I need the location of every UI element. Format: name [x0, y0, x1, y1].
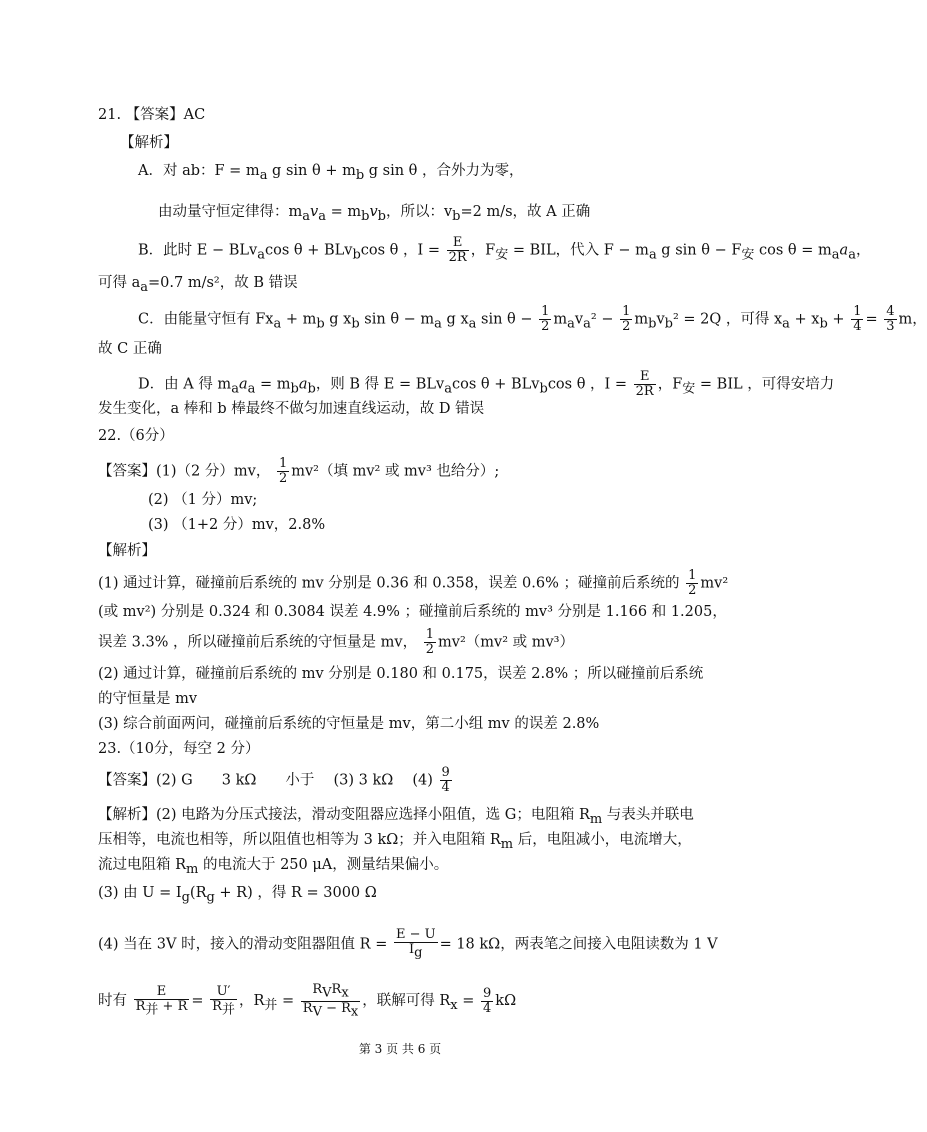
q22-analysis-p3: 误差 3.3% ，所以碰撞前后系统的守恒量是 mv， $\frac{1}{2}$ mv²（mv² 或 mv³）	[98, 627, 574, 657]
q23-header: 23.（10分，每空 2 分）	[98, 741, 260, 757]
q21-option-d-line2: 发生变化，a 棒和 b 棒最终不做匀加速直线运动，故 D 错误	[98, 401, 485, 417]
fraction-half-b: $\frac{1}{2}$	[622, 304, 631, 334]
fraction-u-prime-over-rbing: $\frac{U'}{R_并}$	[212, 983, 235, 1018]
q23-analysis-5: (4) 当在 3V 时，接入的滑动变阻器阻值 R = $\frac{E - U}{I_g}$ = 18 kΩ，两表笔之间接入电阻读数为 1 V	[98, 927, 718, 961]
fraction-half-ans: $\frac{1}{2}$	[278, 456, 288, 486]
fraction-e-minus-u-over-ig: $\frac{E - U}{I_g}$	[395, 927, 436, 961]
q21-option-b-line2: 可得 $a_a=0.7$ m/s²，故 B 错误	[98, 275, 298, 295]
q23-analysis-6: 时有 $\frac{E}{R_并 + R}$ = $\frac{U'}{R_并}$ ，$R_并$ = $\frac{R_VR_x}{R_V - R_x}$ ，联解可得 $R_x$ = $\frac{9}{4}$ kΩ	[98, 982, 517, 1020]
fraction-rx-nine-quarters: $\frac{9}{4}$	[483, 985, 492, 1016]
q22-analysis-p6: (3) 综合前面两问，碰撞前后系统的守恒量是 mv，第二小组 mv 的误差 2.8%	[98, 716, 600, 732]
q21-option-a-line1: A．对 ab：$F = m_a$ g $\sin \theta + m_b$ g sin θ ，合外力为零，	[138, 163, 524, 183]
fraction-half-p3: $\frac{1}{2}$	[425, 627, 434, 657]
q21-analysis-label: 【解析】	[120, 135, 178, 151]
q21-option-d-line1: D．由 A 得 $m_aa_a = m_ba_b$，则 B 得 E = BLv$_a$cos θ + BLv$_b$cos θ ，I = $\frac{E}{2R}$ ，$F_安$ = BIL ，可得安培力	[138, 369, 835, 399]
fraction-nine-quarters: $\frac{9}{4}$	[441, 765, 450, 795]
fraction-four-thirds: $\frac{4}{3}$	[886, 304, 895, 334]
q21-header: 21. 【答案】AC	[98, 107, 206, 123]
fraction-half-p1: $\frac{1}{2}$	[688, 568, 697, 598]
q23-analysis-4: (3) 由 $U = I_g(R_g + R)$ ，得 R = 3000 Ω	[98, 885, 377, 905]
fraction-e-over-rbing-plus-r: $\frac{E}{R_并 + R}$	[135, 983, 188, 1018]
q22-answer-1: 【答案】(1)（2 分）mv， $\frac{1}{2}$ mv²（填 mv² 或 mv³ 也给分）;	[98, 456, 500, 486]
fraction-e-over-2r: $\frac{E}{2R}$	[448, 235, 467, 265]
q23-analysis-1: 【解析】(2) 电路为分压式接法，滑动变阻器应选择小阻值，选 G；电阻箱 $R_m$ 与表头并联电	[98, 807, 694, 827]
q22-answer-3: (3) （1+2 分）mv，2.8%	[148, 517, 326, 533]
fraction-one-quarter: $\frac{1}{4}$	[853, 304, 862, 334]
q22-analysis-p5: 的守恒量是 mv	[98, 691, 198, 707]
q23-answer: 【答案】(2) G 3 kΩ 小于 (3) 3 kΩ (4) $\frac{9}{4}$	[98, 765, 450, 795]
q23-analysis-2: 压相等，电流也相等，所以阻值也相等为 3 kΩ；并入电阻箱 $R_m$ 后，电阻减小，电流增大，	[98, 832, 692, 852]
q22-analysis-p4: (2) 通过计算，碰撞前后系统的 mv 分别是 0.180 和 0.175，误差 2.8% ；所以碰撞前后系统	[98, 666, 704, 682]
q21-option-a-line2: 由动量守恒定律得：$m_av_a = m_bv_b$，所以：$v_b=2$ m/s，故 A 正确	[158, 204, 591, 224]
q22-analysis-p1: (1) 通过计算，碰撞前后系统的 mv 分别是 0.36 和 0.358，误差 0.6% ；碰撞前后系统的 $\frac{1}{2}$ mv²	[98, 568, 729, 598]
fraction-parallel-resistance: $\frac{R_VR_x}{R_V - R_x}$	[302, 982, 359, 1020]
page-footer: 第 3 页 共 6 页	[358, 1042, 442, 1056]
fraction-half-a: $\frac{1}{2}$	[541, 304, 550, 334]
q21-option-c-line1: C．由能量守恒有 $Fx_a + m_b$ g $x_b$ $\sin \theta - m_a$ g $x_a$ sin θ − $\frac{1}{2}$ $m_av_a^2$ − $\frac{1}{2}$ $m_bv_b^2 = 2Q$ ，可得 $x_a + x_b$ + $\frac{1}{4}$ = $\frac{4}{3}$ m，	[138, 304, 927, 334]
q22-analysis-p2: (或 mv²) 分别是 0.324 和 0.3084 误差 4.9% ；碰撞前后系统的 mv³ 分别是 1.166 和 1.205，	[98, 604, 727, 620]
q21-option-c-line2: 故 C 正确	[98, 341, 162, 357]
q22-analysis-label: 【解析】	[98, 543, 156, 559]
q22-answer-2: (2) （1 分）mv;	[148, 492, 258, 508]
fraction-e-over-2r-d: $\frac{E}{2R}$	[635, 369, 654, 399]
q23-analysis-3: 流过电阻箱 $R_m$ 的电流大于 250 μA，测量结果偏小。	[98, 857, 449, 877]
q21-option-b-line1: B．此时 E − BLv$_a$cos θ + BLv$_b$cos θ ，I = $\frac{E}{2R}$ ，$F_安$ = BIL，代入 $F - m_a$ g $\sin \theta - F_安$ $\cos \theta = m_aa_a$，	[138, 235, 871, 265]
q22-header: 22.（6分）	[98, 428, 174, 444]
